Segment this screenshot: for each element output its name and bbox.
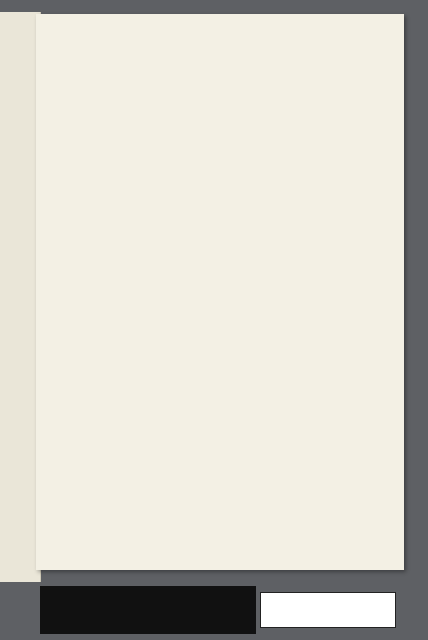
left-page-line xyxy=(2,231,38,242)
scale-top-row xyxy=(40,588,256,608)
left-page-line xyxy=(2,210,38,221)
scale-bottom-row xyxy=(40,608,256,620)
left-page-line xyxy=(2,104,38,115)
left-page-line xyxy=(2,189,38,200)
left-page-line xyxy=(2,125,38,136)
left-page-text xyxy=(2,104,38,252)
left-page-line xyxy=(2,136,38,147)
left-facing-page xyxy=(0,12,41,582)
left-page-line xyxy=(2,115,38,126)
left-page-line xyxy=(2,157,38,168)
left-page-line xyxy=(2,178,38,189)
contents-page xyxy=(36,14,404,570)
left-page-line xyxy=(2,168,38,179)
color-scale-bar xyxy=(40,586,256,634)
left-page-line xyxy=(2,221,38,232)
accession-number xyxy=(260,592,396,628)
left-page-line xyxy=(2,146,38,157)
left-page-line xyxy=(2,199,38,210)
left-page-line xyxy=(2,242,38,253)
